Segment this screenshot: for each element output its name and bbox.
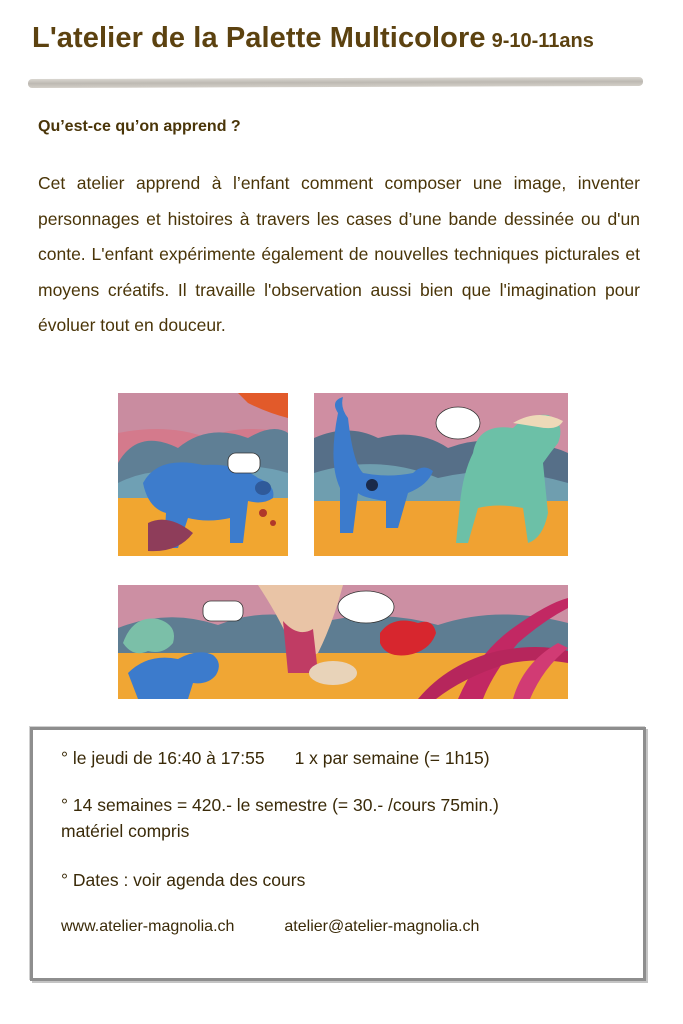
age-range: 9-10-11ans: [491, 30, 594, 52]
header-divider: [28, 77, 643, 88]
comic-panel-1: [118, 393, 288, 556]
comic-panel-3: [118, 585, 568, 699]
page-title: L'atelier de la Palette Multicolore: [32, 22, 486, 54]
dates-text: ° Dates : voir agenda des cours: [61, 870, 306, 890]
schedule-text: ° le jeudi de 16:40 à 17:55: [61, 748, 265, 768]
website-link[interactable]: www.atelier-magnolia.ch: [61, 918, 235, 935]
contact-line: [61, 914, 479, 939]
section-heading: Qu’est-ce qu’on apprend ?: [38, 118, 241, 135]
material-text: matériel compris: [61, 821, 190, 841]
comic-panel-2: [314, 393, 568, 556]
page-header: [32, 22, 672, 55]
frequency-text: 1 x par semaine (= 1h15): [294, 748, 490, 768]
price-text: ° 14 semaines = 420.- le semestre (= 30.- /cours 75min.): [61, 795, 499, 815]
schedule-line: [61, 746, 490, 771]
comic-strip-illustration: [118, 393, 568, 699]
email-link[interactable]: atelier@atelier-magnolia.ch: [284, 918, 480, 935]
section-body: Cet atelier apprend à l’enfant comment composer une image, inventer personnages et histoires à travers les cases d’une bande dessinée ou d'un conte. L'enfant expérimente également de nouvelles techniques picturales et moyens créatifs. Il travaille l'observation aussi bien que l'imagination pour évoluer tout en douceur.: [38, 173, 640, 336]
course-info-box: [30, 727, 646, 981]
